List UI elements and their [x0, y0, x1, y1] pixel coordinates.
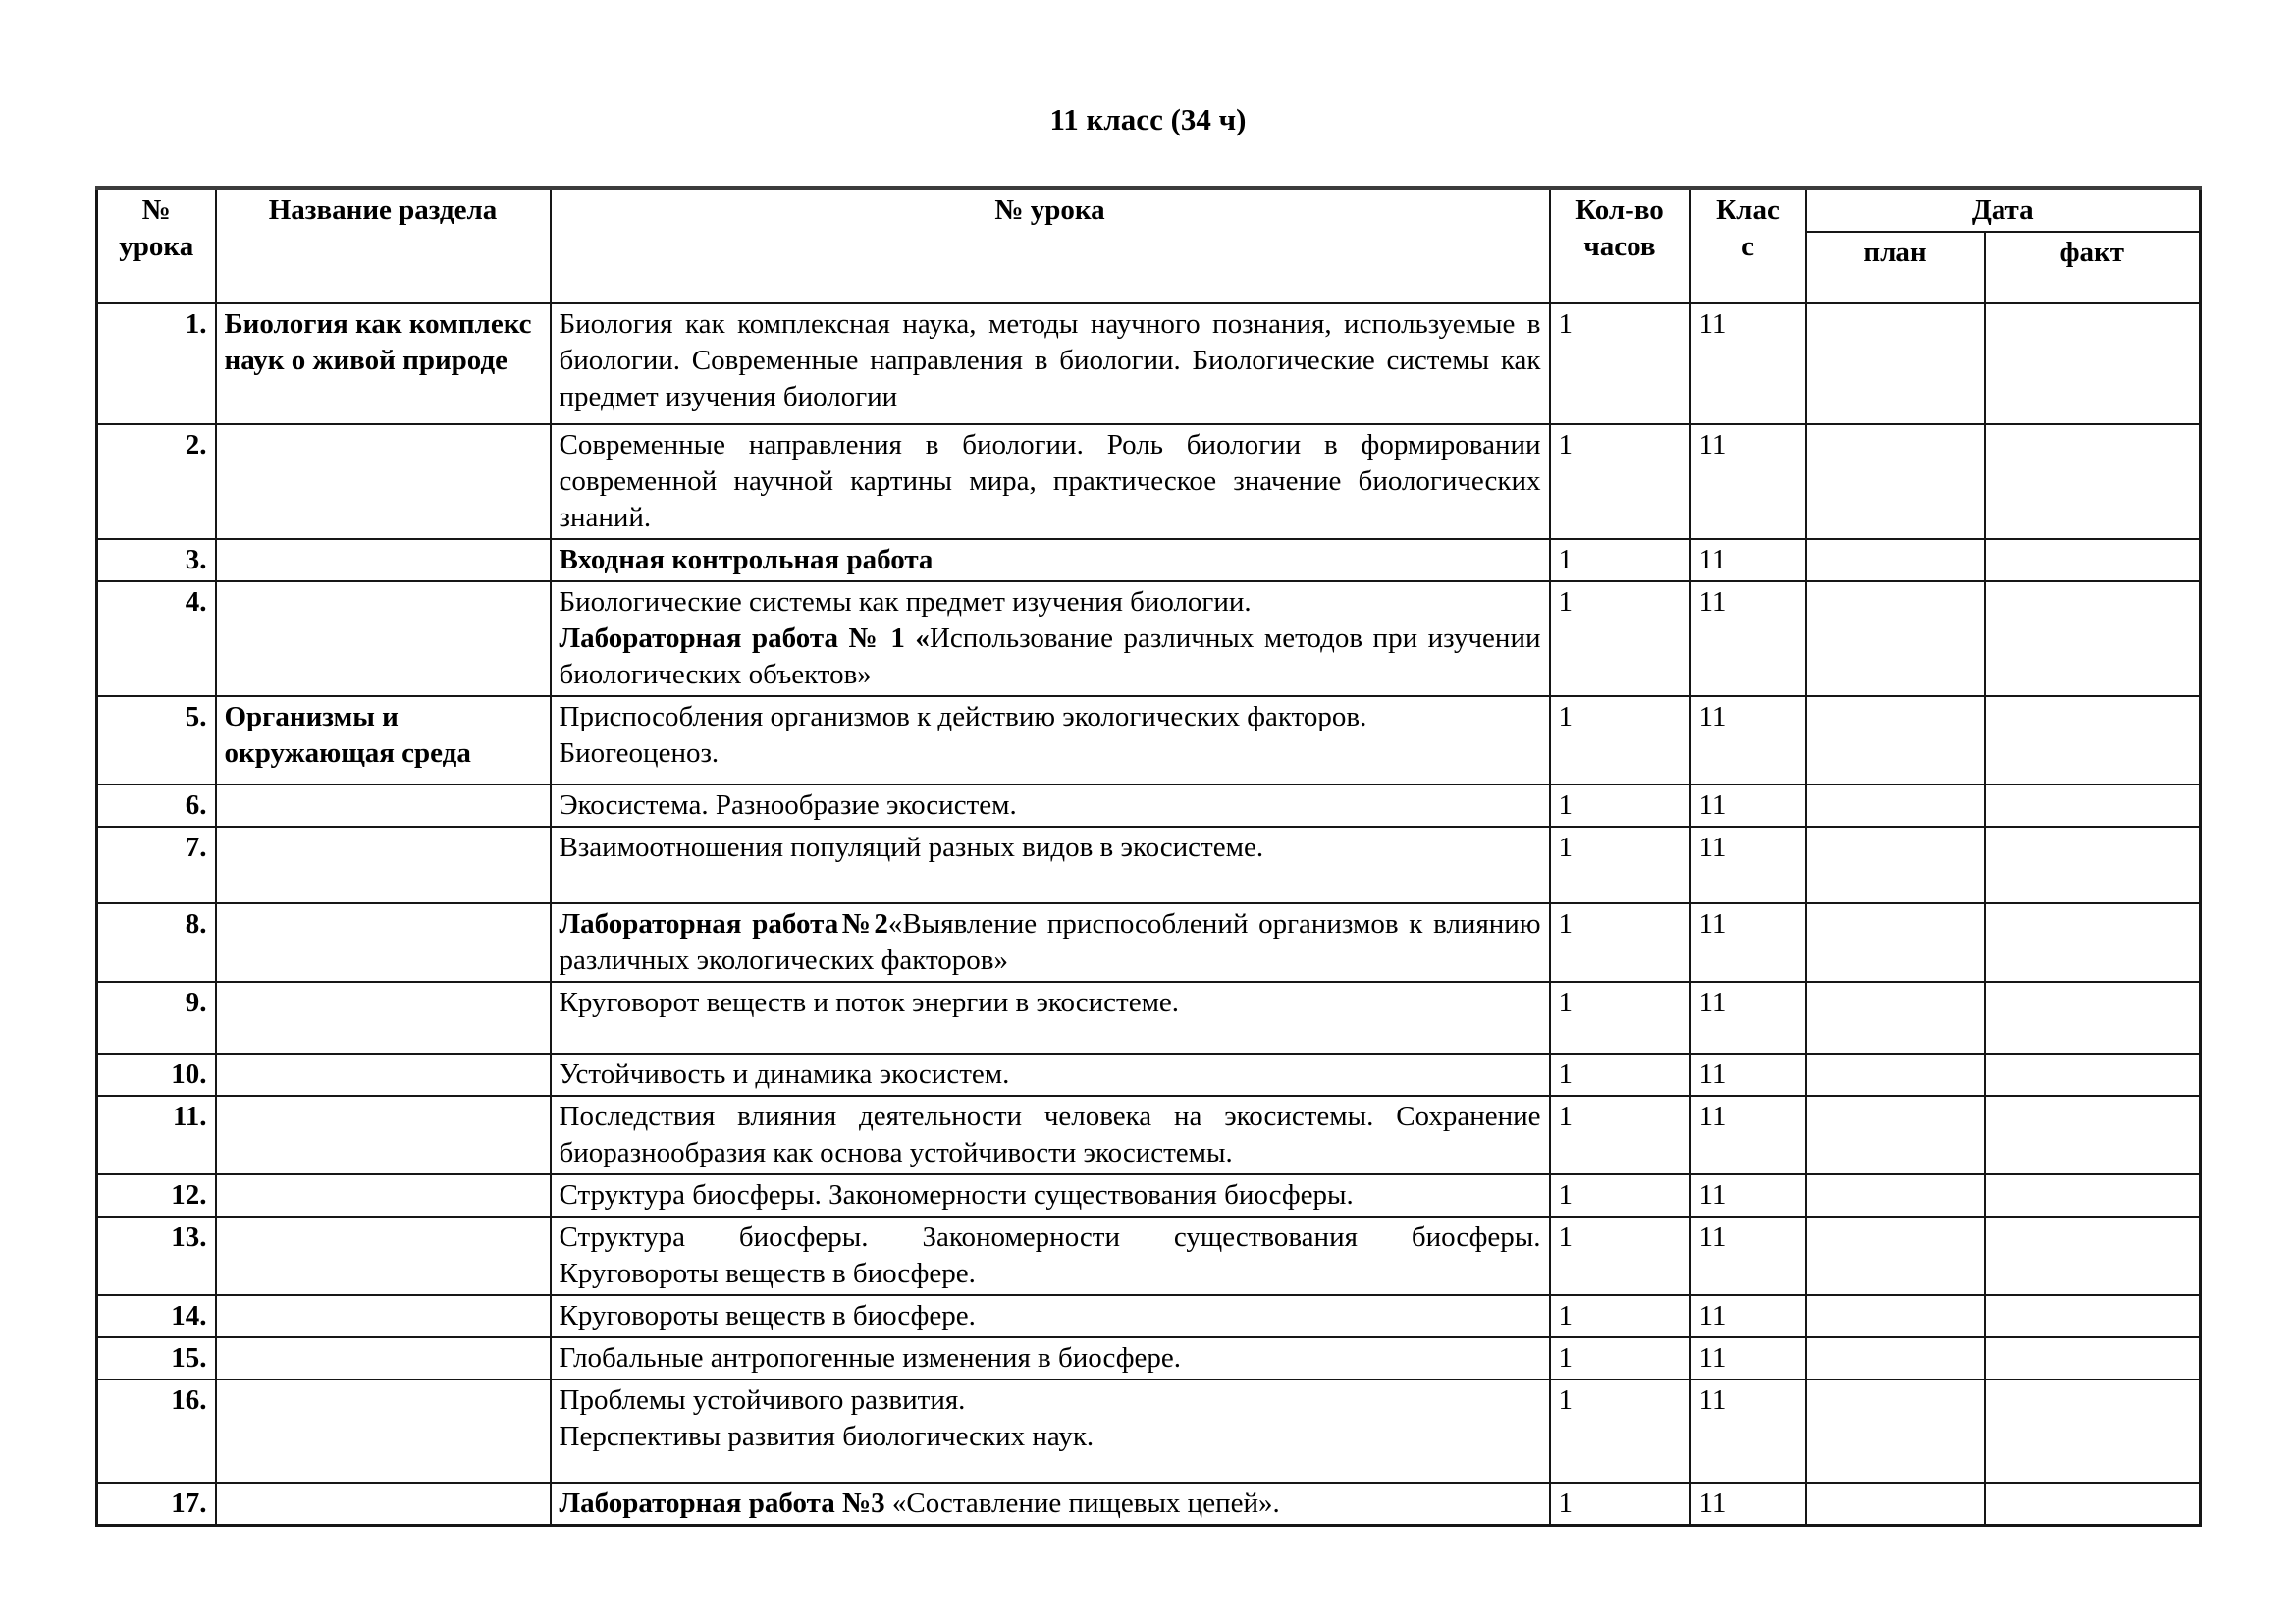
- date-plan-cell: [1806, 696, 1985, 785]
- section-name-cell: [216, 785, 551, 827]
- topic-paragraph: [560, 735, 1541, 772]
- date-fact-cell: [1985, 1174, 2201, 1217]
- topic-paragraph: [560, 1177, 1541, 1214]
- date-fact-cell: [1985, 1380, 2201, 1483]
- topic-text: Приспособления организмов к действию экологических факторов.: [559, 701, 1367, 732]
- topic-text-bold: Лабораторная работа № 1 «: [559, 623, 930, 654]
- date-plan-cell: [1806, 785, 1985, 827]
- lesson-topic-cell: [551, 827, 1550, 903]
- lesson-number-cell: 17.: [97, 1483, 216, 1526]
- table-row: [97, 424, 2201, 539]
- lesson-number-cell: 5.: [97, 696, 216, 785]
- date-plan-cell: [1806, 424, 1985, 539]
- header-lesson-number: [97, 189, 216, 304]
- section-name-cell: Биология как комплекс наук о живой природе: [216, 303, 551, 424]
- topic-text: Биогеоценоз.: [559, 737, 720, 769]
- lesson-number-cell: 4.: [97, 581, 216, 696]
- topic-paragraph: [560, 584, 1541, 621]
- class-cell: 11: [1690, 581, 1806, 696]
- lesson-number-cell: 14.: [97, 1295, 216, 1337]
- class-cell: 11: [1690, 827, 1806, 903]
- lesson-topic-cell: [551, 1337, 1550, 1380]
- lesson-topic-cell: [551, 982, 1550, 1054]
- date-fact-cell: [1985, 539, 2201, 581]
- class-cell: 11: [1690, 785, 1806, 827]
- table-row: [97, 1096, 2201, 1174]
- date-fact-cell: [1985, 1054, 2201, 1096]
- hours-cell: 1: [1550, 696, 1690, 785]
- lesson-number-cell: 13.: [97, 1217, 216, 1295]
- lesson-topic-cell: [551, 903, 1550, 982]
- date-plan-cell: [1806, 1054, 1985, 1096]
- topic-paragraph: [560, 1219, 1541, 1256]
- header-date: Дата: [1806, 189, 2201, 233]
- date-plan-cell: [1806, 1483, 1985, 1526]
- date-fact-cell: [1985, 424, 2201, 539]
- lesson-number-cell: 16.: [97, 1380, 216, 1483]
- topic-text: Глобальные антропогенные изменения в биосфере.: [559, 1342, 1181, 1374]
- lesson-number-cell: 15.: [97, 1337, 216, 1380]
- topic-paragraph: [560, 427, 1541, 536]
- date-fact-cell: [1985, 303, 2201, 424]
- lesson-plan-table: [95, 186, 2202, 1527]
- topic-paragraph: [560, 1256, 1541, 1292]
- topic-paragraph: [560, 1056, 1541, 1093]
- table-row: [97, 903, 2201, 982]
- topic-text: Последствия влияния деятельности человека на экосистемы. Сохранение биоразнообразия как основа устойчивости экосистемы.: [559, 1101, 1541, 1168]
- lesson-topic-cell: [551, 1380, 1550, 1483]
- date-plan-cell: [1806, 1295, 1985, 1337]
- topic-paragraph: [560, 830, 1541, 866]
- hours-cell: 1: [1550, 1380, 1690, 1483]
- date-fact-cell: [1985, 1337, 2201, 1380]
- header-hours: Кол-во часов: [1550, 189, 1690, 304]
- table-row: [97, 1295, 2201, 1337]
- date-fact-cell: [1985, 982, 2201, 1054]
- table-row: [97, 303, 2201, 424]
- table-row: [97, 1217, 2201, 1295]
- table-row: [97, 827, 2201, 903]
- hours-cell: 1: [1550, 982, 1690, 1054]
- hours-cell: 1: [1550, 1096, 1690, 1174]
- hours-cell: 1: [1550, 1217, 1690, 1295]
- section-name-cell: [216, 827, 551, 903]
- lesson-topic-cell: [551, 1217, 1550, 1295]
- lesson-number-cell: 3.: [97, 539, 216, 581]
- section-name-cell: [216, 539, 551, 581]
- section-name-cell: [216, 1096, 551, 1174]
- date-fact-cell: [1985, 1217, 2201, 1295]
- header-date-fact: факт: [1985, 232, 2201, 303]
- class-cell: 11: [1690, 696, 1806, 785]
- lesson-number-cell: 11.: [97, 1096, 216, 1174]
- date-fact-cell: [1985, 696, 2201, 785]
- lesson-topic-cell: [551, 303, 1550, 424]
- lesson-number-cell: 8.: [97, 903, 216, 982]
- table-body: [97, 303, 2201, 1526]
- topic-text: Структура биосферы. Закономерности существования биосферы.: [559, 1179, 1354, 1211]
- section-name-cell: [216, 424, 551, 539]
- lesson-number-cell: 12.: [97, 1174, 216, 1217]
- lesson-topic-cell: [551, 785, 1550, 827]
- hours-cell: 1: [1550, 1483, 1690, 1526]
- section-name-cell: [216, 1483, 551, 1526]
- hours-cell: 1: [1550, 581, 1690, 696]
- hours-cell: 1: [1550, 1337, 1690, 1380]
- date-plan-cell: [1806, 1380, 1985, 1483]
- topic-text: «Составление пищевых цепей».: [884, 1488, 1280, 1519]
- topic-text: «Выявление приспособлений организмов к влиянию различных экологических факторов»: [559, 908, 1541, 976]
- topic-text: Взаимоотношения популяций разных видов в экосистеме.: [559, 832, 1264, 863]
- date-fact-cell: [1985, 827, 2201, 903]
- topic-paragraph: [560, 699, 1541, 735]
- lesson-number-cell: 1.: [97, 303, 216, 424]
- hours-cell: 1: [1550, 1054, 1690, 1096]
- lesson-number-cell: 10.: [97, 1054, 216, 1096]
- date-plan-cell: [1806, 903, 1985, 982]
- date-fact-cell: [1985, 581, 2201, 696]
- class-cell: 11: [1690, 1295, 1806, 1337]
- hours-cell: 1: [1550, 303, 1690, 424]
- topic-text-bold: Входная контрольная работа: [559, 544, 934, 575]
- lesson-number-cell: 6.: [97, 785, 216, 827]
- topic-text: Современные направления в биологии. Роль биологии в формировании современной научной картины мира, практическое значение биологических знаний.: [559, 429, 1541, 533]
- hours-cell: 1: [1550, 903, 1690, 982]
- lesson-topic-cell: [551, 1174, 1550, 1217]
- topic-paragraph: [560, 621, 1541, 693]
- topic-paragraph: [560, 1340, 1541, 1377]
- topic-text: Круговорот веществ и поток энергии в экосистеме.: [559, 987, 1180, 1018]
- topic-paragraph: [560, 985, 1541, 1021]
- class-cell: 11: [1690, 303, 1806, 424]
- topic-paragraph: [560, 1298, 1541, 1334]
- table-row: [97, 1054, 2201, 1096]
- table-header: [97, 189, 2201, 304]
- date-plan-cell: [1806, 1174, 1985, 1217]
- table-row: [97, 539, 2201, 581]
- hours-cell: 1: [1550, 827, 1690, 903]
- section-name-cell: [216, 1217, 551, 1295]
- class-cell: 11: [1690, 1096, 1806, 1174]
- date-plan-cell: [1806, 539, 1985, 581]
- date-plan-cell: [1806, 303, 1985, 424]
- lesson-topic-cell: [551, 1054, 1550, 1096]
- header-date-plan: план: [1806, 232, 1985, 303]
- topic-text: Круговороты веществ в биосфере.: [559, 1258, 976, 1289]
- class-cell: 11: [1690, 1380, 1806, 1483]
- lesson-topic-cell: [551, 1096, 1550, 1174]
- class-cell: 11: [1690, 1337, 1806, 1380]
- header-class-label: Клас с: [1716, 194, 1780, 262]
- topic-text: Структура биосферы. Закономерности существования биосферы.: [559, 1221, 1541, 1253]
- topic-text: Перспективы развития биологических наук.: [559, 1421, 1095, 1452]
- header-class: [1690, 189, 1806, 304]
- lesson-topic-cell: [551, 539, 1550, 581]
- header-lesson-number-label: № урока: [119, 194, 194, 262]
- topic-text: Использование различных методов при изучении биологических объектов»: [559, 623, 1541, 690]
- date-plan-cell: [1806, 982, 1985, 1054]
- section-name-cell: [216, 1174, 551, 1217]
- table-row: [97, 1380, 2201, 1483]
- topic-paragraph: [560, 787, 1541, 824]
- table-row: [97, 1337, 2201, 1380]
- date-fact-cell: [1985, 785, 2201, 827]
- class-cell: 11: [1690, 1174, 1806, 1217]
- date-plan-cell: [1806, 1096, 1985, 1174]
- hours-cell: 1: [1550, 1174, 1690, 1217]
- topic-text: Биология как комплексная наука, методы научного познания, используемые в биологии. Современные направления в биологии. Биологические системы как предмет изучения биологии: [559, 308, 1541, 412]
- section-name-cell: [216, 1054, 551, 1096]
- lesson-number-cell: 7.: [97, 827, 216, 903]
- date-plan-cell: [1806, 1337, 1985, 1380]
- topic-paragraph: [560, 1419, 1541, 1455]
- header-section-name: Название раздела: [216, 189, 551, 304]
- section-name-cell: [216, 982, 551, 1054]
- topic-text: Биологические системы как предмет изучения биологии.: [559, 586, 1252, 618]
- section-name-cell: Организмы и окружающая среда: [216, 696, 551, 785]
- page-title: 11 класс (34 ч): [1049, 102, 1247, 136]
- topic-paragraph: [560, 906, 1541, 979]
- class-cell: 11: [1690, 1217, 1806, 1295]
- section-name-cell: [216, 1380, 551, 1483]
- date-fact-cell: [1985, 1483, 2201, 1526]
- table-row: [97, 696, 2201, 785]
- table-row: [97, 581, 2201, 696]
- lesson-number-cell: 9.: [97, 982, 216, 1054]
- table-row: [97, 785, 2201, 827]
- hours-cell: 1: [1550, 539, 1690, 581]
- lesson-topic-cell: [551, 424, 1550, 539]
- lesson-topic-cell: [551, 1483, 1550, 1526]
- class-cell: 11: [1690, 539, 1806, 581]
- date-plan-cell: [1806, 1217, 1985, 1295]
- date-fact-cell: [1985, 1096, 2201, 1174]
- date-fact-cell: [1985, 1295, 2201, 1337]
- class-cell: 11: [1690, 1054, 1806, 1096]
- hours-cell: 1: [1550, 785, 1690, 827]
- hours-cell: 1: [1550, 424, 1690, 539]
- lesson-number-cell: 2.: [97, 424, 216, 539]
- topic-paragraph: [560, 1486, 1541, 1522]
- section-name-cell: [216, 1337, 551, 1380]
- topic-text: Круговороты веществ в биосфере.: [559, 1300, 976, 1331]
- section-name-cell: [216, 581, 551, 696]
- topic-paragraph: [560, 1099, 1541, 1171]
- class-cell: 11: [1690, 982, 1806, 1054]
- topic-text-bold: Лабораторная работа №3: [559, 1488, 885, 1519]
- section-name-cell: [216, 903, 551, 982]
- topic-text-bold: Лабораторная работа№2: [559, 908, 888, 940]
- header-topic: № урока: [551, 189, 1550, 304]
- class-cell: 11: [1690, 903, 1806, 982]
- topic-text: Устойчивость и динамика экосистем.: [559, 1058, 1010, 1090]
- class-cell: 11: [1690, 424, 1806, 539]
- topic-paragraph: [560, 542, 1541, 578]
- date-plan-cell: [1806, 827, 1985, 903]
- table-row: [97, 1483, 2201, 1526]
- hours-cell: 1: [1550, 1295, 1690, 1337]
- topic-paragraph: [560, 306, 1541, 415]
- lesson-topic-cell: [551, 696, 1550, 785]
- date-fact-cell: [1985, 903, 2201, 982]
- lesson-topic-cell: [551, 1295, 1550, 1337]
- table-row: [97, 1174, 2201, 1217]
- topic-paragraph: [560, 1382, 1541, 1419]
- section-name-cell: [216, 1295, 551, 1337]
- topic-text: Экосистема. Разнообразие экосистем.: [559, 789, 1017, 821]
- class-cell: 11: [1690, 1483, 1806, 1526]
- lesson-topic-cell: [551, 581, 1550, 696]
- table-row: [97, 982, 2201, 1054]
- topic-text: Проблемы устойчивого развития.: [559, 1384, 966, 1416]
- date-plan-cell: [1806, 581, 1985, 696]
